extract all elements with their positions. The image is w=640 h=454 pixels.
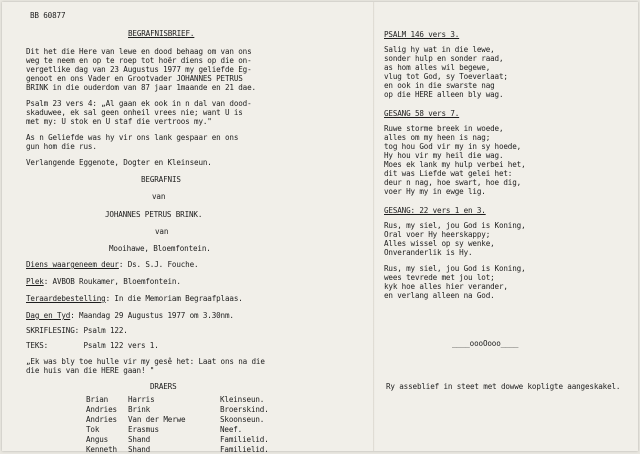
hymn-line: alles om my heen is nag; <box>384 133 491 142</box>
family-signature: Verlangende Eggenote, Dogter en Kleinseun. <box>26 158 212 167</box>
pallbearer-surname: Shand <box>128 445 151 454</box>
hymn-line: Salig hy wat in die lewe, <box>384 45 495 54</box>
van-line-2: van <box>155 227 169 236</box>
pallbearer-first-name: Angus <box>86 435 109 444</box>
hymn-line: op die HERE alleen bly wag. <box>384 90 504 99</box>
letter-title: BEGRAFNISBRIEF. <box>128 29 195 38</box>
pallbearer-relation: Kleinseun. <box>220 395 265 404</box>
hymn-heading-psalm-146: PSALM 146 vers 3. <box>384 30 460 39</box>
hymn-line: en verlang alleen na God. <box>384 291 495 300</box>
closing-ornament: ____oooOooo____ <box>452 339 519 348</box>
hymn-line: vlug tot God, sy Toeverlaat; <box>384 72 508 81</box>
hymn-heading-gesang-58: GESANG 58 vers 7. <box>384 109 460 118</box>
hymn-heading-gesang-22: GESANG: 22 vers 1 en 3. <box>384 206 486 215</box>
detail-place-label: Plek <box>26 277 44 286</box>
hymn-line: kyk hoe alles hier verander, <box>384 282 508 291</box>
detail-place <box>26 277 181 286</box>
text-quote-line-1: „Ek was bly toe hulle vir my gesê het: Laat ons na die <box>26 357 265 366</box>
pallbearer-relation: Skoonseun. <box>220 415 265 424</box>
pallbearer-surname: Harris <box>128 395 155 404</box>
psalm-quote-line-1: Psalm 23 vers 4: „Al gaan ek ook in n dal van dood- <box>26 99 252 108</box>
page-fold <box>373 2 375 451</box>
pallbearer-row <box>86 405 286 414</box>
intro-line-3: vergetlike dag van 23 Augustus 1977 my geliefde Eg- <box>26 65 252 74</box>
scripture-reading: SKRIFLESING: Psalm 122. <box>26 326 128 335</box>
pallbearer-first-name: Andries <box>86 405 117 414</box>
van-line-1: van <box>152 192 166 201</box>
detail-place-value: : AVBOB Roukamer, Bloemfontein. <box>43 277 181 286</box>
pallbearers-heading: DRAERS <box>150 382 177 391</box>
hymn-line: en ook in die swarste nag <box>384 81 495 90</box>
detail-service-value: : Ds. S.J. Fouche. <box>118 260 199 269</box>
detail-burial <box>26 294 243 303</box>
detail-service <box>26 260 198 269</box>
pallbearer-surname: Shand <box>128 435 151 444</box>
pallbearer-relation: Neef. <box>220 425 243 434</box>
hymn-line: Moes ek lank my hulp verbei het, <box>384 160 526 169</box>
hymn-line: wees tevrede met jou lot; <box>384 273 495 282</box>
beloved-line-2: gun hom die rus. <box>26 142 97 151</box>
pallbearer-first-name: Brian <box>86 395 109 404</box>
intro-line-2: weg te neem en op te roep tot hoër diens op die on- <box>26 56 252 65</box>
detail-burial-label: Teraardebestelling <box>26 294 106 303</box>
hymn-line: dit was Liefde wat gelei het: <box>384 169 513 178</box>
hymn-line: sonder hulp en sonder raad, <box>384 54 504 63</box>
pallbearer-first-name: Andries <box>86 415 117 424</box>
pallbearer-first-name: Tok <box>86 425 100 434</box>
pallbearer-surname: Erasmus <box>128 425 159 434</box>
text-quote-line-2: die huis van die HERE gaan! " <box>26 366 155 375</box>
intro-line-5: BRINK in die ouderdom van 87 jaar 1maande en 21 dae. <box>26 83 256 92</box>
pallbearer-surname: Van der Merwe <box>128 415 186 424</box>
pallbearer-relation: Familielid. <box>220 445 269 454</box>
hymn-line: Alles wissel op sy wenke, <box>384 239 495 248</box>
deceased-name: JOHANNES PETRUS BRINK. <box>105 210 203 219</box>
hymn-line: as hom alles wil begewe, <box>384 63 491 72</box>
hymn-line: Rus, my siel, jou God is Koning, <box>384 221 526 230</box>
hymn-line: Ruwe storme breek in woede, <box>384 124 504 133</box>
funeral-letter-sheet <box>2 2 638 454</box>
intro-line-4: genoot en ons Vader en Grootvader JOHANNES PETRUS <box>26 74 243 83</box>
detail-day-time <box>26 311 234 320</box>
detail-day-time-label: Dag en Tyd <box>26 311 71 320</box>
pallbearer-row <box>86 425 286 434</box>
hymn-line: Onveranderlik is Hy. <box>384 248 473 257</box>
begrafnis-heading: BEGRAFNIS <box>141 175 181 184</box>
hymn-line: tog hou God vir my in sy hoede, <box>384 142 522 151</box>
place-of-residence: Mooihawe, Bloemfontein. <box>109 244 211 253</box>
pallbearer-row <box>86 395 286 404</box>
document-reference: BB 60877 <box>30 11 66 20</box>
pallbearer-first-name: Kenneth <box>86 445 117 454</box>
detail-day-time-value: : Maandag 29 Augustus 1977 om 3.30nm. <box>70 311 234 320</box>
hymn-line: deur n nag, hoe swart, hoe dig, <box>384 178 522 187</box>
hymn-line: Rus, my siel, jou God is Koning, <box>384 264 526 273</box>
hymn-line: Hy hou vir my heil die wag. <box>384 151 504 160</box>
intro-line-1: Dit het die Here van lewe en dood behaag om van ons <box>26 47 252 56</box>
psalm-quote-line-3: met my: U stok en U staf die vertroos my." <box>26 117 212 126</box>
hymn-line: Oral voer Hy heerskappy; <box>384 230 491 239</box>
pallbearer-surname: Brink <box>128 405 151 414</box>
sermon-text: TEKS: Psalm 122 vers 1. <box>26 341 159 350</box>
hymn-line: voer Hy my in ewge lig. <box>384 187 486 196</box>
pallbearer-row <box>86 435 286 444</box>
headlights-note: Ry asseblief in steet met dowwe kopligte aangeskakel. <box>386 382 621 391</box>
pallbearer-row <box>86 415 286 424</box>
detail-burial-value: : In die Memoriam Begraafplaas. <box>105 294 243 303</box>
psalm-quote-line-2: skaduwee, ek sal geen onheil vrees nie; want U is <box>26 108 243 117</box>
detail-service-label: Diens waargeneem deur <box>26 260 119 269</box>
beloved-line-1: As n Geliefde was hy vir ons lank gespaar en ons <box>26 133 239 142</box>
pallbearer-relation: Familielid. <box>220 435 269 444</box>
pallbearer-relation: Broerskind. <box>220 405 269 414</box>
